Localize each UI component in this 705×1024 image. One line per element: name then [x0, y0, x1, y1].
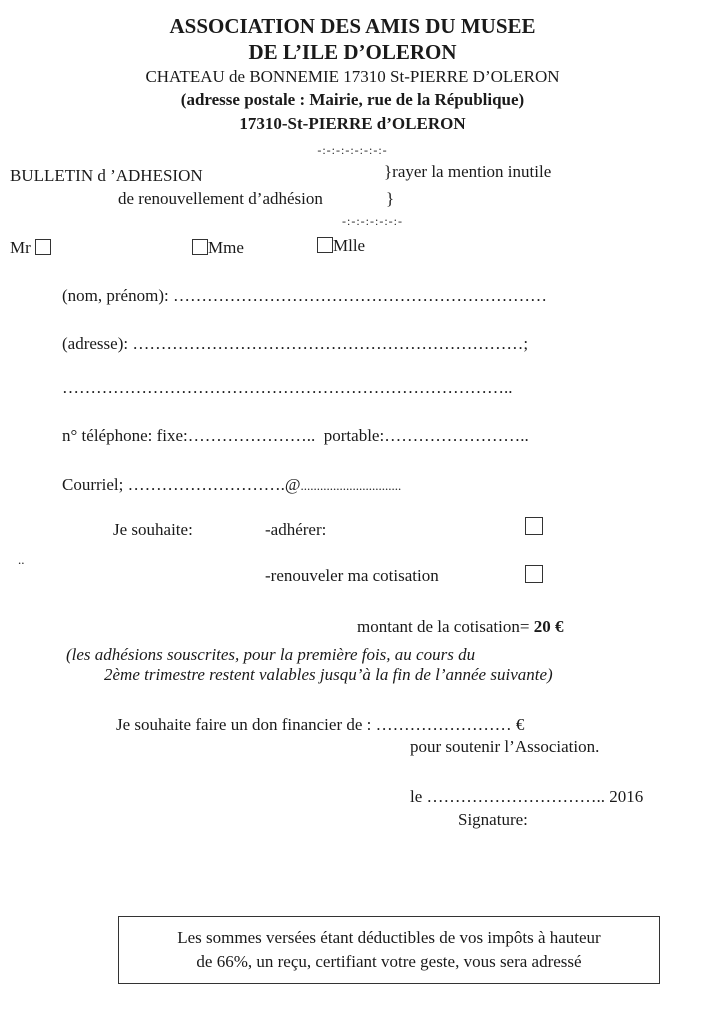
phone-field[interactable] — [62, 426, 529, 446]
date-prefix: le — [410, 787, 423, 806]
association-name: ASSOCIATION DES AMIS DU MUSEE — [169, 14, 536, 38]
email-label: Courriel; — [62, 475, 124, 494]
separator-2: -:-:-:-:-:-:- — [342, 214, 403, 228]
civility-mr — [10, 238, 51, 258]
email-field[interactable] — [62, 475, 401, 495]
renew-checkbox[interactable] — [525, 565, 543, 583]
fee-amount: 20 € — [533, 617, 564, 636]
fee-note-line2-text: 2ème trimestre restent valables jusqu’à la fin de l’année suivante) — [104, 665, 553, 684]
mobile-label: portable: — [323, 426, 385, 445]
address-line2-field[interactable]: …………………………………………………………………….. — [62, 378, 513, 397]
separator-1: -:-:-:-:-:-:-:- — [317, 143, 388, 157]
mme-checkbox[interactable] — [192, 239, 208, 255]
donation-label: Je souhaite faire un don financier de : — [116, 715, 372, 734]
address-field[interactable] — [62, 334, 528, 354]
donation-field[interactable] — [116, 715, 524, 735]
date-dotted-line[interactable]: ………………………….. — [426, 787, 606, 806]
brace-strike-instruction: }rayer la mention inutile — [384, 162, 552, 181]
fee-label: montant de la cotisation= — [357, 617, 530, 636]
mr-checkbox[interactable] — [35, 239, 51, 255]
phone-dotted-line[interactable]: ………………….. — [187, 426, 316, 445]
tax-notice-line2: de 66%, un reçu, certifiant votre geste, vous sera adressé — [196, 952, 582, 971]
date-field[interactable] — [410, 787, 643, 807]
email-dotted-line-user[interactable]: ………………………. — [127, 475, 285, 494]
name-dotted-line[interactable]: ………………………………………………………… — [172, 286, 547, 305]
postal-address-city: 17310-St-PIERRE d’OLERON — [239, 114, 466, 133]
fee-line — [357, 617, 563, 637]
tax-notice-line1: Les sommes versées étant déductibles de vos impôts à hauteur — [177, 928, 601, 947]
association-name-line2: DE L’ILE D’OLERON — [248, 40, 457, 64]
address-label: (adresse): — [62, 334, 129, 353]
civility-mlle — [317, 236, 365, 256]
address-dotted-line[interactable]: ……………………………………………………………; — [132, 334, 529, 353]
postal-address-mairie: (adresse postale : Mairie, rue de la République) — [180, 90, 525, 109]
bulletin-subtitle: de renouvellement d’adhésion — [118, 189, 323, 208]
donation-dotted-line[interactable]: …………………… — [375, 715, 512, 734]
postal-address-chateau: CHATEAU de BONNEMIE 17310 St-PIERRE D’OLERON — [145, 67, 560, 86]
join-checkbox[interactable] — [525, 517, 543, 535]
name-field[interactable] — [62, 286, 547, 306]
fee-note-line1-text: (les adhésions souscrites, pour la première fois, au cours du — [66, 645, 476, 664]
join-label: -adhérer: — [265, 520, 327, 539]
renew-label: -renouveler ma cotisation — [265, 566, 439, 585]
mobile-dotted-line[interactable]: …………………….. — [384, 426, 529, 445]
signature-label: Signature: — [458, 810, 528, 829]
civility-mme — [192, 238, 244, 258]
name-label: (nom, prénom): — [62, 286, 169, 305]
civility-mlle-label: Mlle — [333, 236, 366, 255]
tax-deduction-notice — [118, 916, 660, 984]
stray-marks: .. — [18, 552, 25, 567]
bulletin-title: BULLETIN d ’ADHESION — [10, 166, 203, 185]
fee-note-line2 — [104, 665, 553, 685]
brace-close: } — [386, 189, 395, 208]
civility-mr-label: Mr — [10, 238, 31, 257]
donation-purpose: pour soutenir l’Association. — [410, 737, 600, 756]
civility-mme-label: Mme — [208, 238, 244, 257]
fee-note-line1 — [66, 645, 475, 665]
date-year: 2016 — [609, 787, 644, 806]
email-at-sign: @ — [284, 475, 301, 494]
wish-label: Je souhaite: — [113, 520, 193, 539]
phone-label: n° téléphone: fixe: — [62, 426, 188, 445]
email-dotted-line-domain[interactable]: ............................... — [300, 478, 402, 493]
mlle-checkbox[interactable] — [317, 237, 333, 253]
donation-currency: € — [515, 715, 525, 734]
